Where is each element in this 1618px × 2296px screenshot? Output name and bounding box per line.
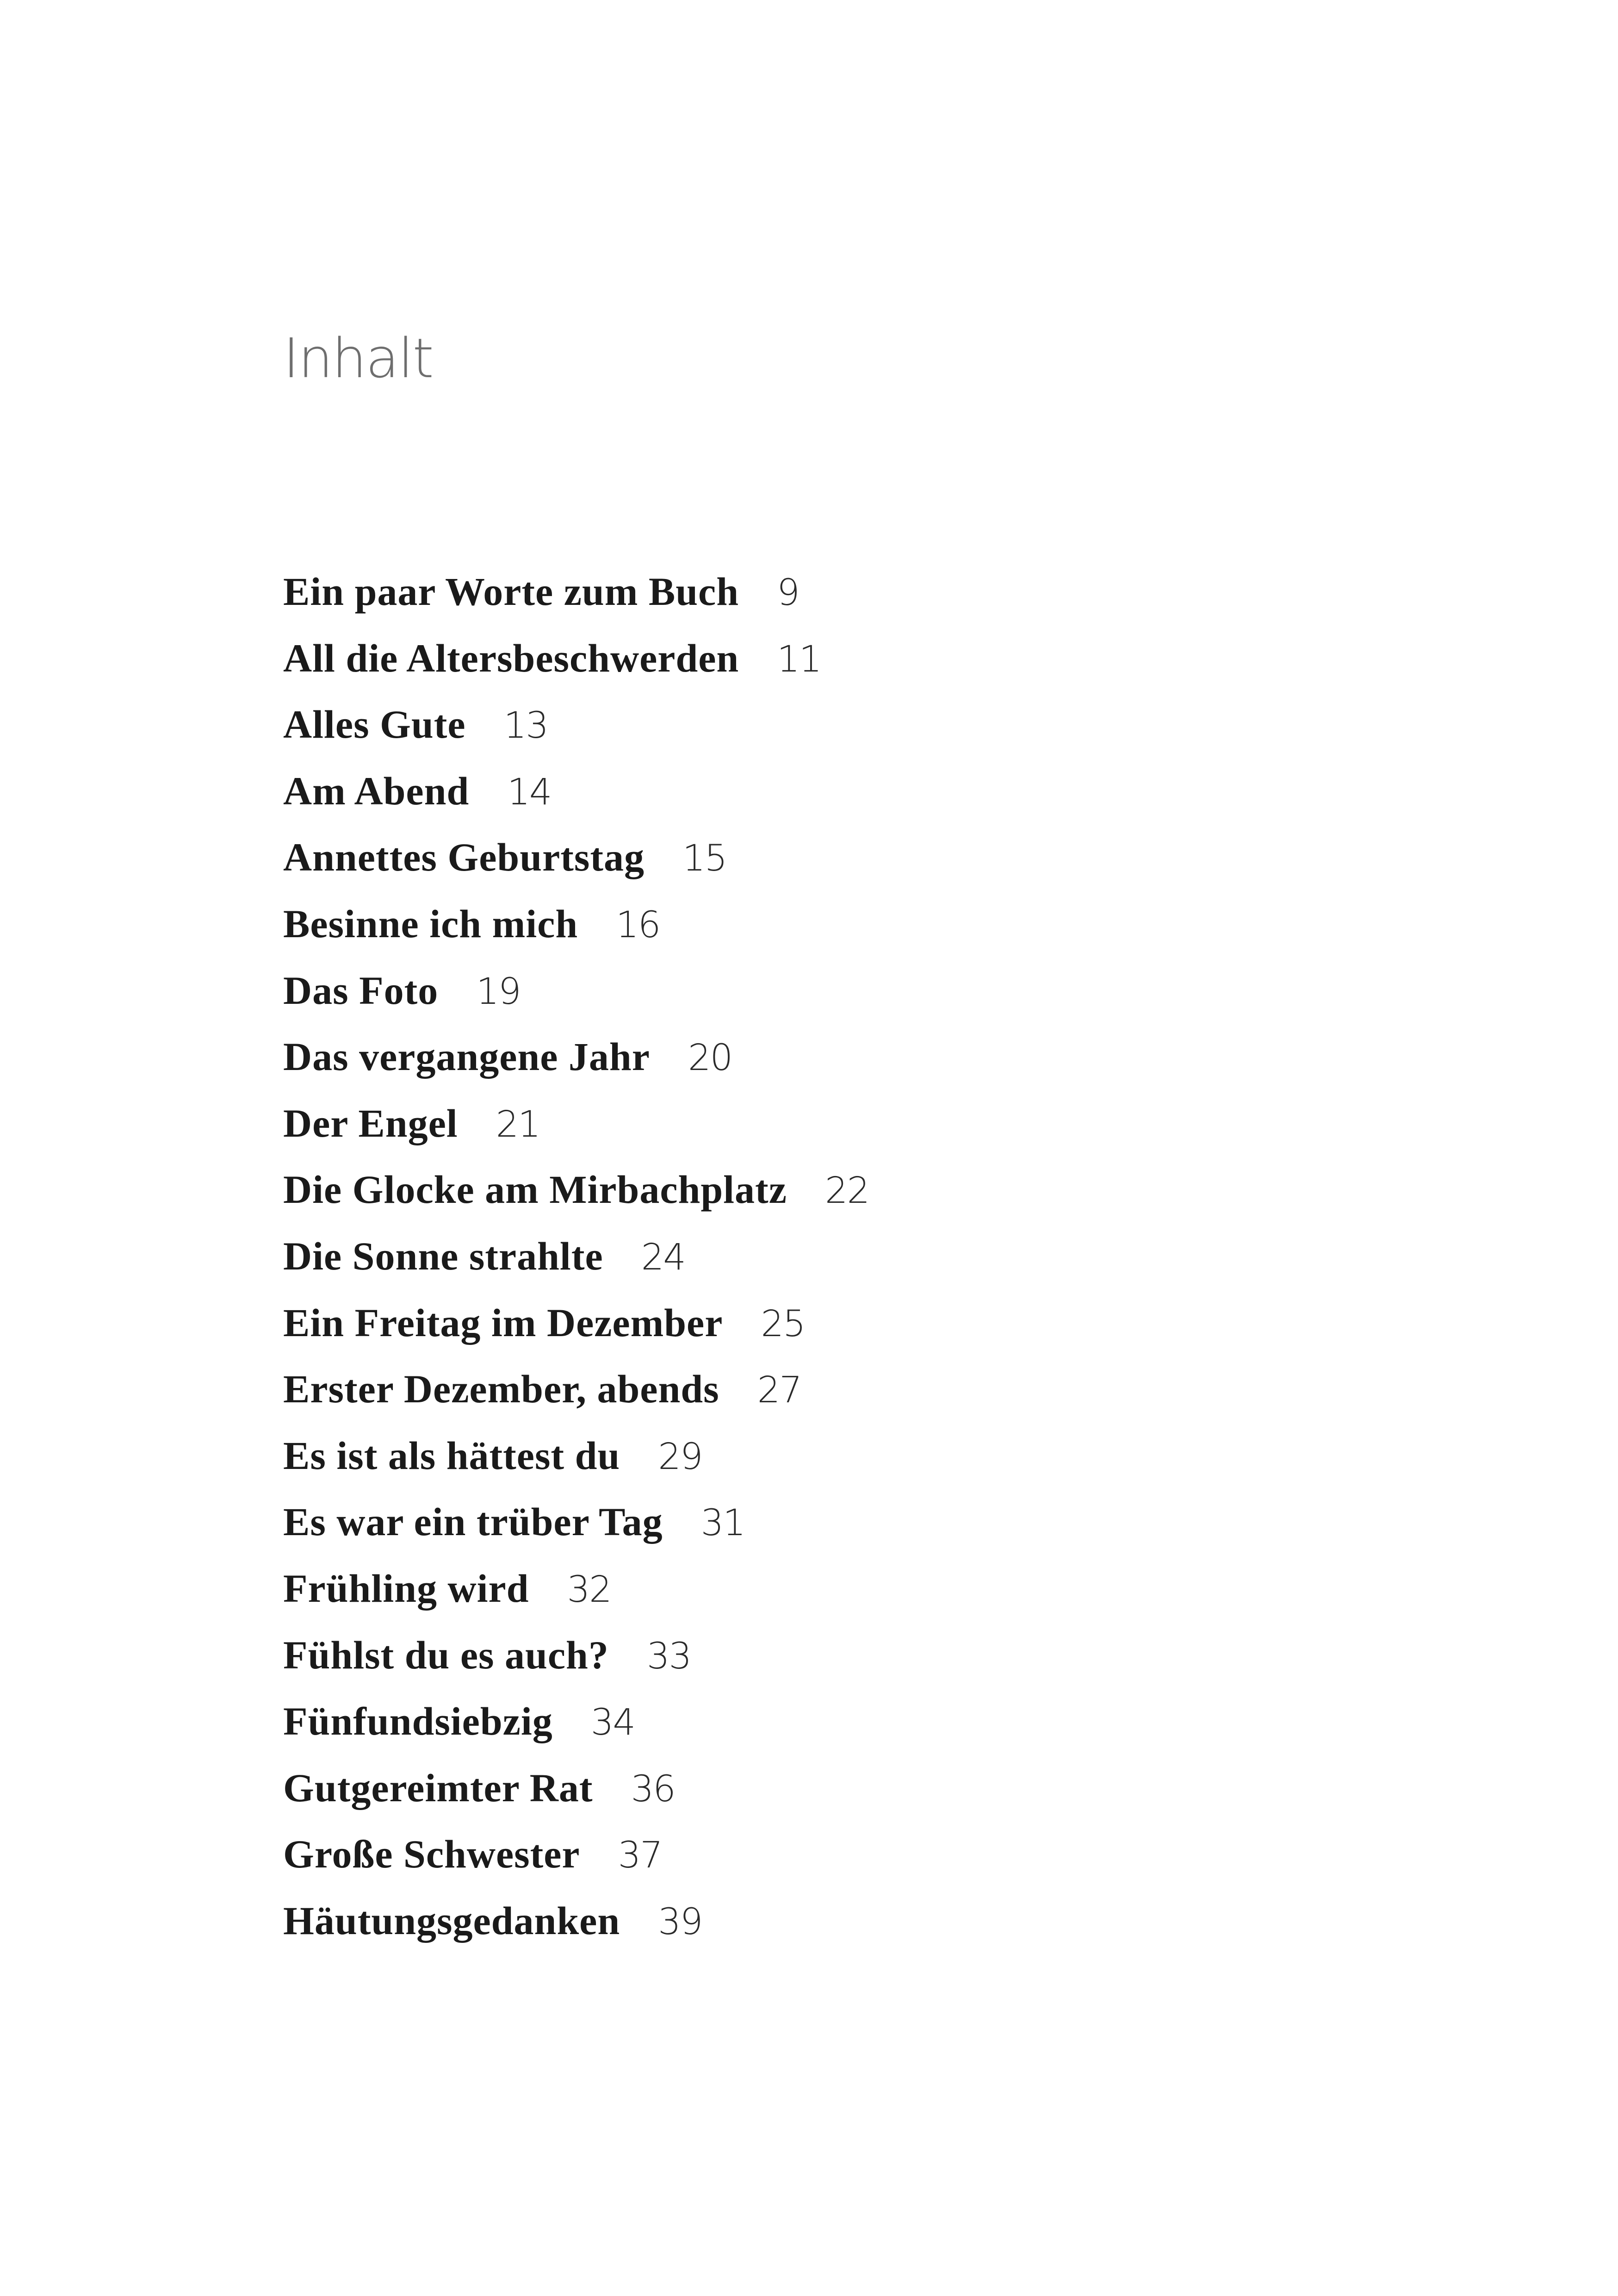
page-title: Inhalt: [283, 326, 433, 390]
toc-entry: [283, 569, 869, 638]
toc-entry-page: 33: [646, 1635, 691, 1677]
toc-entry-page: 19: [476, 971, 521, 1013]
toc-entry-page: 21: [496, 1103, 540, 1145]
toc-entry-page: 24: [641, 1236, 685, 1278]
toc-entry-page: 25: [761, 1303, 805, 1345]
toc-entry-title: Erster Dezember, abends: [283, 1367, 719, 1412]
toc-entry-page: 36: [631, 1768, 675, 1810]
toc-entry: [283, 704, 869, 771]
toc-entry: [283, 1433, 869, 1502]
toc-entry-page: 31: [701, 1502, 745, 1544]
toc-entry: [283, 635, 869, 705]
toc-entry-title: Fünfundsiebzig: [283, 1699, 553, 1744]
toc-entry-title: Große Schwester: [283, 1832, 580, 1877]
toc-entry: [283, 1701, 869, 1768]
toc-entry: [283, 768, 869, 838]
toc-entry-page: 9: [777, 572, 799, 614]
table-of-contents: [283, 569, 869, 1967]
toc-entry: [283, 1765, 869, 1835]
toc-entry: [283, 1233, 869, 1303]
toc-entry-title: Häutungsgedanken: [283, 1898, 620, 1943]
toc-entry-title: Besinne ich mich: [283, 901, 578, 946]
toc-entry: [283, 1834, 869, 1901]
toc-entry-page: 34: [590, 1702, 635, 1744]
toc-entry-page: 32: [567, 1568, 611, 1611]
toc-entry: [283, 1632, 869, 1702]
toc-entry-page: 16: [616, 904, 660, 946]
toc-entry-page: 27: [757, 1369, 801, 1412]
toc-entry-title: All die Altersbeschwerden: [283, 635, 739, 680]
toc-entry-title: Die Glocke am Mirbachplatz: [283, 1167, 787, 1212]
toc-entry: [283, 1300, 869, 1369]
toc-entry-page: 39: [658, 1901, 702, 1943]
toc-entry-title: Ein Freitag im Dezember: [283, 1300, 723, 1345]
toc-entry-page: 29: [658, 1436, 702, 1478]
toc-entry-page: 13: [503, 705, 548, 747]
toc-entry-title: Am Abend: [283, 768, 470, 813]
toc-entry-title: Alles Gute: [283, 702, 466, 747]
toc-entry-page: 15: [682, 838, 727, 880]
toc-entry-page: 37: [618, 1835, 662, 1877]
toc-entry-title: Es war ein trüber Tag: [283, 1500, 663, 1544]
toc-entry-page: 22: [824, 1170, 869, 1212]
toc-entry-page: 11: [777, 638, 821, 680]
toc-entry: [283, 968, 869, 1037]
toc-entry: [283, 1103, 869, 1170]
toc-entry: [283, 1034, 869, 1103]
toc-entry-title: Ein paar Worte zum Buch: [283, 569, 739, 614]
toc-entry-title: Die Sonne strahlte: [283, 1233, 603, 1278]
toc-entry-page: 20: [688, 1037, 732, 1079]
toc-entry: [283, 1167, 869, 1236]
toc-entry: [283, 1568, 869, 1635]
toc-entry-title: Gutgereimter Rat: [283, 1765, 593, 1810]
toc-entry-page: 14: [507, 771, 552, 813]
toc-entry-title: Das vergangene Jahr: [283, 1034, 650, 1079]
toc-entry-title: Annettes Geburtstag: [283, 835, 645, 880]
toc-entry-title: Das Foto: [283, 968, 439, 1013]
toc-entry-title: Der Engel: [283, 1101, 458, 1145]
toc-entry: [283, 1898, 869, 1967]
toc-entry-title: Es ist als hättest du: [283, 1433, 620, 1478]
toc-entry: [283, 1369, 869, 1436]
toc-entry-title: Fühlst du es auch?: [283, 1632, 609, 1677]
toc-entry: [283, 1502, 869, 1568]
toc-entry: [283, 837, 869, 904]
toc-entry: [283, 901, 869, 971]
toc-entry-title: Frühling wird: [283, 1566, 529, 1611]
